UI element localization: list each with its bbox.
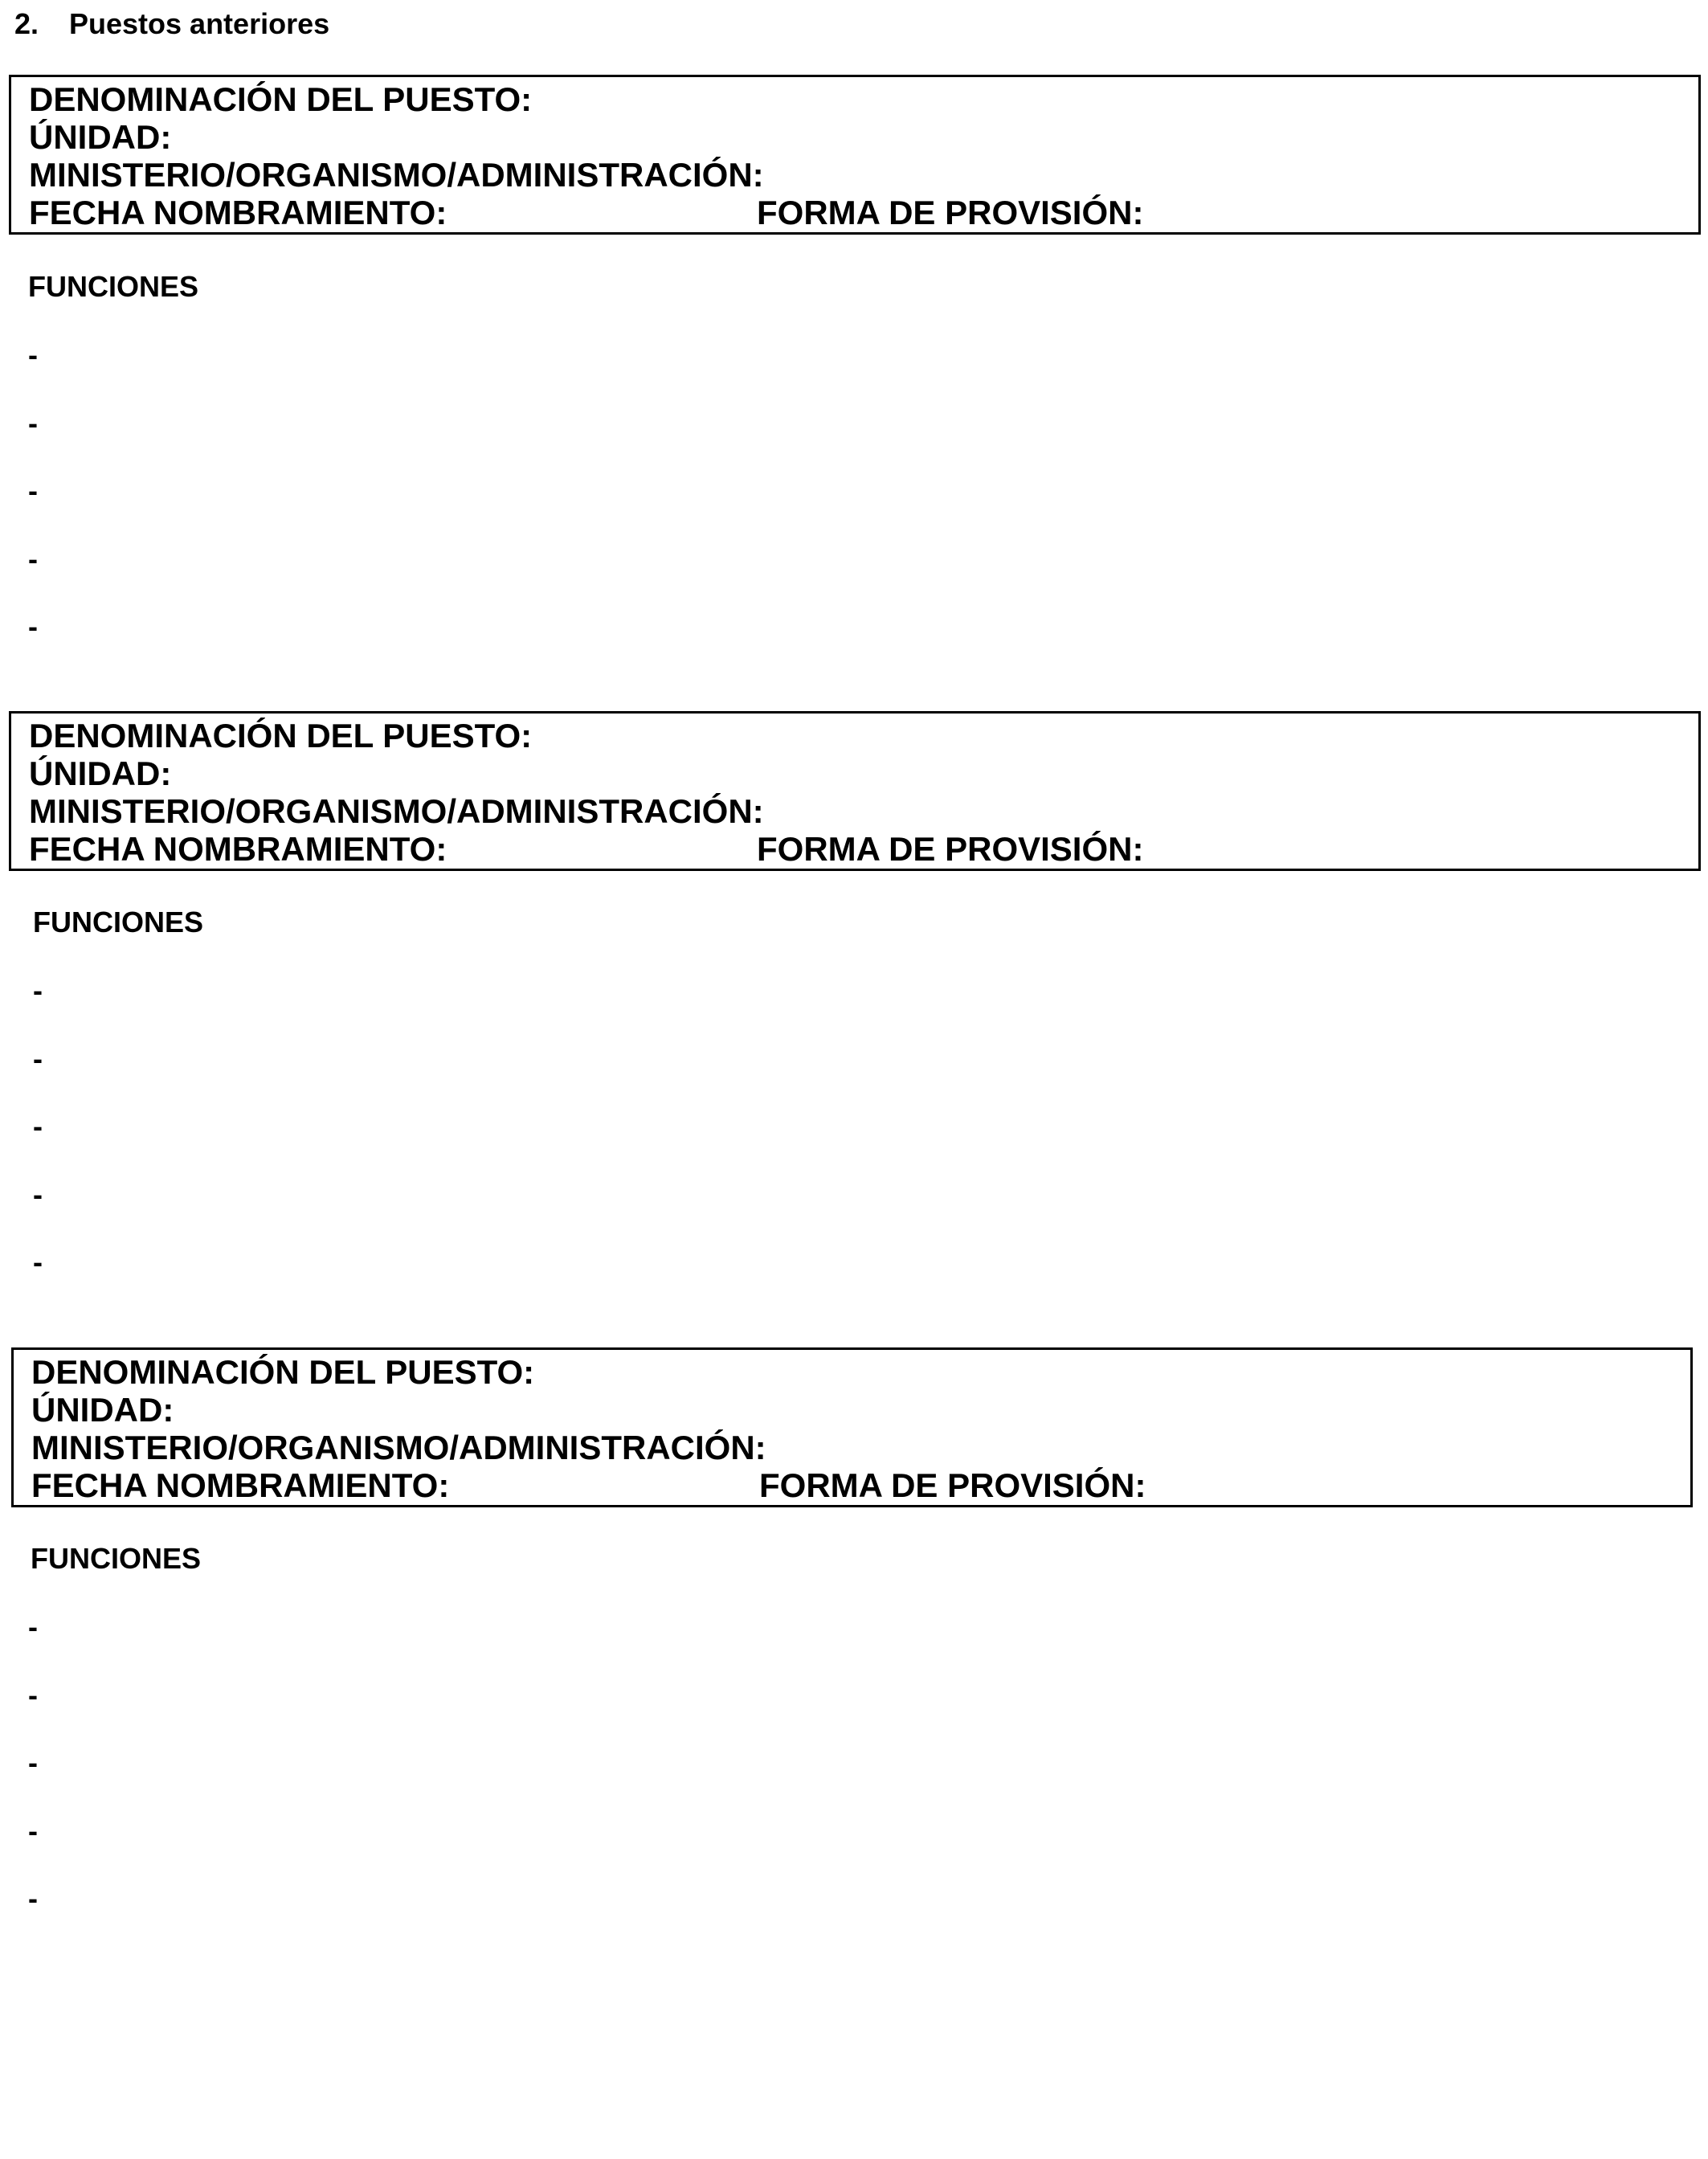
functions-list-3 (28, 1609, 38, 1949)
functions-list-1 (28, 337, 38, 677)
section-number: 2. (14, 7, 39, 40)
function-item: - (33, 1110, 43, 1143)
unit-label: ÚNIDAD: (29, 754, 172, 792)
function-item: - (28, 338, 38, 371)
section-title: Puestos anteriores (69, 7, 330, 40)
function-item: - (33, 1041, 43, 1075)
ministry-label: MINISTERIO/ORGANISMO/ADMINISTRACIÓN: (29, 156, 764, 194)
provision-form-label: FORMA DE PROVISIÓN: (759, 1466, 1146, 1504)
functions-title-2: FUNCIONES (33, 906, 204, 938)
function-item: - (28, 610, 38, 643)
appointment-row (29, 194, 1698, 231)
job-title-label: DENOMINACIÓN DEL PUESTO: (29, 80, 533, 118)
function-item: - (28, 406, 38, 440)
function-item: - (28, 1882, 38, 1915)
appointment-date-label: FECHA NOMBRAMIENTO: (29, 830, 447, 868)
job-box-2 (9, 711, 1701, 871)
job-title-label: DENOMINACIÓN DEL PUESTO: (31, 1353, 535, 1391)
appointment-row (29, 830, 1698, 868)
job-box-1 (9, 75, 1701, 235)
functions-list-2 (33, 973, 43, 1313)
function-item: - (28, 1746, 38, 1779)
section-heading (14, 6, 329, 42)
ministry-label: MINISTERIO/ORGANISMO/ADMINISTRACIÓN: (31, 1429, 766, 1466)
unit-label: ÚNIDAD: (29, 118, 172, 156)
function-item: - (28, 1813, 38, 1847)
function-item: - (28, 542, 38, 575)
job-title-label: DENOMINACIÓN DEL PUESTO: (29, 717, 533, 754)
functions-title-1: FUNCIONES (28, 270, 199, 303)
function-item: - (28, 1610, 38, 1643)
job-box-3 (11, 1347, 1693, 1507)
provision-form-label: FORMA DE PROVISIÓN: (757, 830, 1144, 868)
appointment-row (31, 1466, 1690, 1504)
function-item: - (33, 974, 43, 1007)
function-item: - (33, 1177, 43, 1211)
function-item: - (28, 1678, 38, 1711)
unit-label: ÚNIDAD: (31, 1391, 174, 1429)
appointment-date-label: FECHA NOMBRAMIENTO: (31, 1466, 450, 1504)
function-item: - (33, 1245, 43, 1278)
ministry-label: MINISTERIO/ORGANISMO/ADMINISTRACIÓN: (29, 792, 764, 830)
provision-form-label: FORMA DE PROVISIÓN: (757, 194, 1144, 231)
function-item: - (28, 474, 38, 507)
functions-title-3: FUNCIONES (31, 1542, 202, 1575)
appointment-date-label: FECHA NOMBRAMIENTO: (29, 194, 447, 231)
